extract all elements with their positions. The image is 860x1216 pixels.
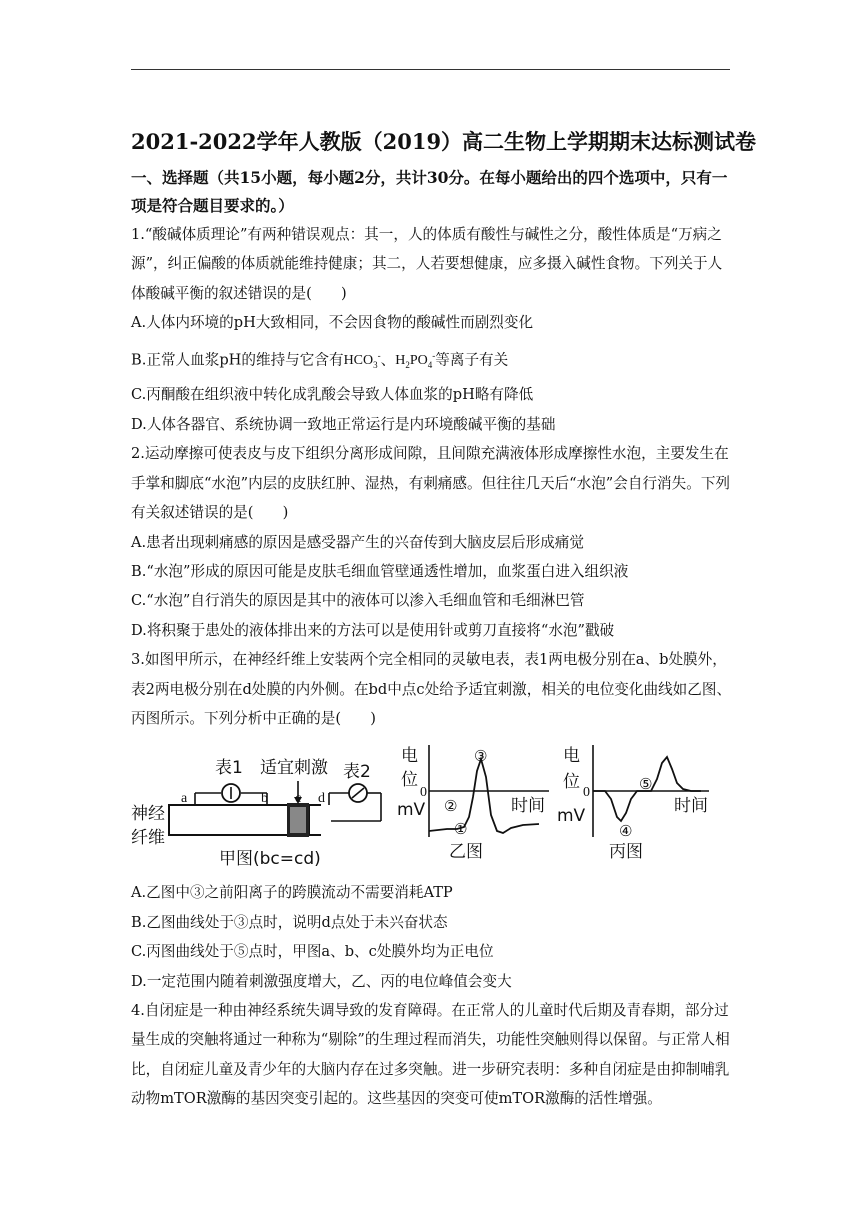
point-c-label: c <box>295 791 302 807</box>
caption-bing: 丙图 <box>609 842 643 863</box>
po-sub: 4 <box>427 360 433 371</box>
phosphate-ion <box>395 350 436 371</box>
stimulus-label: 适宜刺激 <box>260 758 328 779</box>
point-b-label: b <box>261 791 268 807</box>
q2-option-a: A.患者出现刺痛感的原因是感受器产生的兴奋传到大脑皮层后形成痛觉 <box>131 533 584 551</box>
meter1-label: 表1 <box>215 758 243 779</box>
q2-option-b: B.“水泡”形成的原因可能是皮肤毛细血管壁通透性增加，血浆蛋白进入组织液 <box>131 562 629 580</box>
bicarbonate-ion <box>343 350 381 371</box>
page-title: 2021-2022学年人教版（2019）高二生物上学期期末达标测试卷 <box>131 129 757 154</box>
yi-x-label: 时间 <box>511 796 545 817</box>
bing-mark-4: ④ <box>619 822 633 841</box>
q1-option-b-suffix: 等离子有关 <box>435 351 509 369</box>
question-body <box>131 220 733 1114</box>
hco-sup: - <box>377 350 381 361</box>
yi-zero-label: 0 <box>420 785 427 801</box>
section-heading: 一、选择题（共15小题，每小题2分，共计30分。在每小题给出的四个选项中，只有一项是符合题目要求的。） <box>131 168 728 215</box>
header-rule <box>131 69 730 70</box>
fiber-label-line2: 纤维 <box>131 828 165 849</box>
point-d-label: d <box>318 791 325 807</box>
q4-stem: 4.自闭症是一种由神经系统失调导致的发育障碍。在正常人的儿童时代后期及青春期，部分过量生成的突触将通过一种称为“剔除”的生理过程而消失，功能性突触则得以保留。与正常人相比，自闭症儿童及青少年的大脑内存在过多突触。进一步研究表明：多种自闭症是由抑制哺乳动物mTOR激酶的基因突变引起的。这些基因的突变可使mTOR激酶的活性增强。 <box>131 1001 730 1108</box>
yi-y-label-2: 位 <box>401 770 418 791</box>
po-text: PO <box>409 353 428 369</box>
q3-option-a: A.乙图中③之前阳离子的跨膜流动不需要消耗ATP <box>131 884 453 902</box>
yi-unit-label: mV <box>397 800 426 821</box>
figure-jia <box>131 758 381 869</box>
yi-mark-2: ② <box>444 797 458 816</box>
hco-sub: 3 <box>373 360 378 371</box>
ion-separator: 、 <box>380 351 396 369</box>
bing-y-label-2: 位 <box>563 772 580 793</box>
q3-option-c: C.丙图曲线处于⑤点时，甲图a、b、c处膜外均为正电位 <box>131 943 494 961</box>
bing-y-label-1: 电 <box>563 746 580 767</box>
point-a-label: a <box>181 791 188 807</box>
caption-yi: 乙图 <box>449 842 483 863</box>
bing-mark-5: ⑤ <box>639 775 653 794</box>
q1-stem: 1.“酸碱体质理论”有两种错误观点：其一，人的体质有酸性与碱性之分，酸性体质是“万病之源”，纠正偏酸的体质就能维持健康；其二，人若要想健康，应多摄入碱性食物。下列关于人体酸碱平衡的叙述错误的是( ) <box>131 226 723 302</box>
yi-mark-1: ① <box>454 820 468 839</box>
po-sup: - <box>432 350 436 361</box>
fiber-label-line1: 神经 <box>131 804 165 825</box>
q3-option-b: B.乙图曲线处于③点时，说明d点处于未兴奋状态 <box>131 913 448 931</box>
caption-jia: 甲图(bc=cd) <box>219 849 321 870</box>
q1-option-d: D.人体各器官、系统协调一致地正常运行是内环境酸碱平衡的基础 <box>131 415 556 433</box>
q2-option-d: D.将积聚于患处的液体排出来的方法可以是使用针或剪刀直接将“水泡”戳破 <box>131 621 615 639</box>
q1-option-b <box>131 342 733 381</box>
stimulus-pattern <box>290 807 306 833</box>
q3-option-d: D.一定范围内随着刺激强度增大，乙、丙的电位峰值会变大 <box>131 972 512 990</box>
q1-option-a: A.人体内环境的pH大致相同，不会因食物的酸碱性而剧烈变化 <box>131 314 534 332</box>
figure-yi <box>397 745 549 862</box>
bing-zero-label: 0 <box>583 785 590 801</box>
yi-y-label-1: 电 <box>401 746 418 767</box>
q3-figure <box>131 737 733 872</box>
figure-bing <box>557 745 709 862</box>
meter2-label: 表2 <box>343 762 371 783</box>
q2-option-c: C.“水泡”自行消失的原因是其中的液体可以渗入毛细血管和毛细淋巴管 <box>131 592 585 610</box>
yi-mark-3: ③ <box>474 747 488 766</box>
q3-figure-svg <box>131 737 733 872</box>
bing-x-label: 时间 <box>674 796 708 817</box>
h-sub: 2 <box>405 360 410 371</box>
q3-stem: 3.如图甲所示，在神经纤维上安装两个完全相同的灵敏电表，表1两电极分别在a、b处膜外，表2两电极分别在d处膜的内外侧。在bd中点c处给予适宜刺激，相关的电位变化曲线如乙图、丙图所示。下列分析中正确的是( ) <box>131 651 732 727</box>
q2-stem: 2.运动摩擦可使表皮与皮下组织分离形成间隙，且间隙充满液体形成摩擦性水泡，主要发生在手掌和脚底“水泡”内层的皮肤红肿、湿热，有刺痛感。但往往几天后“水泡”会自行消失。下列有关叙述错误的是( ) <box>131 445 731 522</box>
q1-option-b-prefix: B.正常人血浆pH的维持与它含有 <box>131 351 344 369</box>
q1-option-c: C.丙酮酸在组织液中转化成乳酸会导致人体血浆的pH略有降低 <box>131 386 534 404</box>
h-text: H <box>395 353 406 369</box>
hco-text: HCO <box>343 353 374 369</box>
bing-unit-label: mV <box>557 806 586 827</box>
